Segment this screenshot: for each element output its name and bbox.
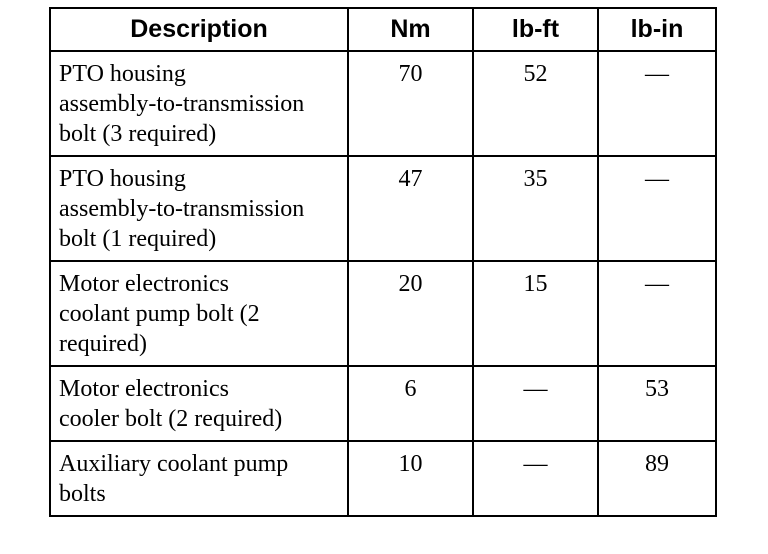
header-lb-in: lb-in: [598, 8, 716, 51]
lb-in-cell: —: [598, 261, 716, 366]
description-cell: PTO housing assembly-to-transmission bolt (3 required): [50, 51, 348, 156]
torque-specification-table: [49, 7, 717, 517]
table-header-row: [50, 8, 716, 51]
lb-in-cell: —: [598, 156, 716, 261]
nm-cell: 47: [348, 156, 473, 261]
lb-ft-cell: 52: [473, 51, 598, 156]
nm-cell: 70: [348, 51, 473, 156]
header-description: Description: [50, 8, 348, 51]
description-cell: Auxiliary coolant pump bolts: [50, 441, 348, 516]
description-cell: PTO housing assembly-to-transmission bolt (1 required): [50, 156, 348, 261]
lb-ft-cell: 15: [473, 261, 598, 366]
header-nm: Nm: [348, 8, 473, 51]
lb-ft-cell: —: [473, 366, 598, 441]
table-row: [50, 261, 716, 366]
lb-ft-cell: 35: [473, 156, 598, 261]
table-row: [50, 441, 716, 516]
table-row: [50, 51, 716, 156]
lb-in-cell: —: [598, 51, 716, 156]
description-cell: Motor electronics cooler bolt (2 required): [50, 366, 348, 441]
lb-in-cell: 89: [598, 441, 716, 516]
lb-in-cell: 53: [598, 366, 716, 441]
header-lb-ft: lb-ft: [473, 8, 598, 51]
nm-cell: 20: [348, 261, 473, 366]
nm-cell: 6: [348, 366, 473, 441]
lb-ft-cell: —: [473, 441, 598, 516]
nm-cell: 10: [348, 441, 473, 516]
table-row: [50, 366, 716, 441]
table-row: [50, 156, 716, 261]
description-cell: Motor electronics coolant pump bolt (2 required): [50, 261, 348, 366]
